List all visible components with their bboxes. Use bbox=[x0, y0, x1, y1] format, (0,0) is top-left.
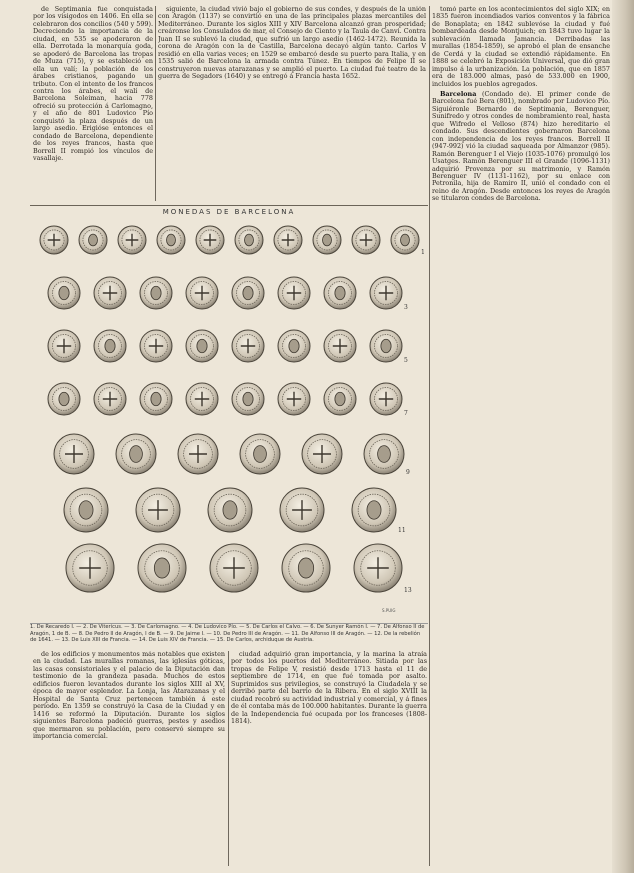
text-column-left-top bbox=[33, 6, 153, 201]
entry-paragraph bbox=[432, 91, 610, 203]
coin bbox=[232, 330, 264, 362]
coin bbox=[140, 277, 172, 309]
coin bbox=[313, 226, 341, 254]
plate-caption: 1. De Recaredo I. — 2. De Vitericus. — 3. De Carlomagno. — 4. De Ludovico Pío. — 5. De Carlos el Calvo. — 6. De Sunyer Ramón I. — 7. De Alfonso II de Aragón, 1 de B. — 8. De Pedro II de Aragón, I de B. — 9. De Jaime I. — 10. De Pedro III de Aragón. — 11. De Alfonso III de Aragón. — 12. De la rebelión de 1641. — 13. De Luis XIII de Francia. — 14. De Luis XIV de Francia. — 15. De Carlos, archiduque de Austria. bbox=[30, 623, 428, 646]
coin bbox=[94, 330, 126, 362]
coin bbox=[196, 226, 224, 254]
coin bbox=[186, 330, 218, 362]
coin bbox=[370, 330, 402, 362]
paragraph: de Septimania fue conquistada por los visigodos en 1406. En ella se celebraron dos concilios (540 y 599). Decreciendo la importancia de la ciudad, en 535 se apoderaron de ella. Derrotada la monarquía goda, se apoderó de Barcelona las tropas de Muza (715), y se estableció en ella un valí; la población de los árabes cristianos, pagando un tributo. Con el intento de los francos contra los árabes, el walí de Barcelona Soleiman, hacia 778 ofreció su protección á Carlomagno, y el año de 801 Ludovico Pío conquistó la plaza después de un largo asedio. Erigióse entonces el condado de Barcelona, dependiente de los reyes francos, hasta que Borrell II rompió los vínculos de vasallaje. bbox=[33, 6, 153, 163]
coin bbox=[302, 434, 342, 474]
coin bbox=[79, 226, 107, 254]
coin bbox=[280, 488, 324, 532]
coin bbox=[352, 488, 396, 532]
coin bbox=[48, 330, 80, 362]
coin bbox=[94, 277, 126, 309]
coin bbox=[48, 383, 80, 415]
coin bbox=[66, 544, 114, 592]
coin-number: 3 bbox=[404, 304, 408, 311]
plate-title: MONEDAS DE BARCELONA bbox=[162, 208, 296, 216]
entry-body: El primer conde de Barcelona fué Bera (801), nombrado por Ludovico Pío. Siguiéronle Bernardo de Septimania, Berenguer, Sunifredo y otros condes de nombramiento real, hasta que Wifredo el Velloso (874) hizo hereditario el condado. Sus descendientes gobernaron Barcelona con independencia de los reyes francos. Borrell II (947-992) vió la ciudad saqueada por Almanzor (985). Ramón Berenguer I el Viejo (1035-1076) promulgó los Usatges. Ramón Berenguer III el Grande (1096-1131) adquirió Provenza por su matrimonio, y Ramón Berenguer IV (1131-1162), por su enlace con Petronila, hija de Ramiro II, unió el condado con el reino de Aragón. Desde entonces los reyes de Aragón se titularon condes de Barcelona. bbox=[432, 89, 610, 203]
coin bbox=[352, 226, 380, 254]
text-column-middle-bottom bbox=[231, 651, 427, 866]
coin bbox=[274, 226, 302, 254]
entry-heading: Barcelona bbox=[440, 89, 477, 98]
coin bbox=[370, 277, 402, 309]
coin-plate bbox=[30, 205, 428, 627]
coin bbox=[48, 277, 80, 309]
coin bbox=[278, 277, 310, 309]
coin bbox=[324, 277, 356, 309]
coin bbox=[278, 383, 310, 415]
coin bbox=[178, 434, 218, 474]
page-edge-shadow bbox=[612, 0, 634, 873]
coin bbox=[186, 277, 218, 309]
coin bbox=[282, 544, 330, 592]
coin bbox=[54, 434, 94, 474]
coin bbox=[140, 330, 172, 362]
coin-illustrations bbox=[30, 218, 428, 616]
coin-number: 5 bbox=[404, 357, 408, 364]
coin bbox=[232, 277, 264, 309]
coin-number: 13 bbox=[404, 587, 412, 594]
column-divider bbox=[429, 6, 430, 866]
coin bbox=[278, 330, 310, 362]
coin bbox=[324, 330, 356, 362]
coin bbox=[235, 226, 263, 254]
coin bbox=[364, 434, 404, 474]
coin bbox=[64, 488, 108, 532]
coin bbox=[391, 226, 419, 254]
coin bbox=[94, 383, 126, 415]
coin bbox=[136, 488, 180, 532]
coin bbox=[118, 226, 146, 254]
text-column-left-bottom bbox=[33, 651, 225, 866]
coin bbox=[370, 383, 402, 415]
paragraph: siguiente, la ciudad vivió bajo el gobierno de sus condes, y después de la unión con Aragón (1137) se convirtió en una de las principales plazas mercantiles del Mediterráneo. Durante los siglos XIII y XIV Barcelona alcanzó gran prosperidad; creáronse los Consulados de mar, el Consejo de Ciento y la Taula de Canvi. Contra Juan II se sublevó la ciudad, que sufrió un largo asedio (1462-1472). Reunida la corona de Aragón con la de Castilla, Barcelona decayó algún tanto. Carlos V residió en ella varias veces; en 1529 se embarcó desde su puerto para Italia, y en 1535 salió de Barcelona la armada contra Túnez. En tiempos de Felipe II se construyeron nuevas atarazanas y se amplió el puerto. La ciudad fué teatro de la guerra de Segadors (1640) y se entregó á Francia hasta 1652. bbox=[158, 6, 426, 81]
text-column-right bbox=[432, 6, 610, 866]
coin bbox=[210, 544, 258, 592]
coin bbox=[324, 383, 356, 415]
coin bbox=[354, 544, 402, 592]
coin bbox=[157, 226, 185, 254]
coin bbox=[240, 434, 280, 474]
text-column-middle-top bbox=[158, 6, 426, 201]
coin bbox=[116, 434, 156, 474]
coin-number: 9 bbox=[406, 469, 410, 476]
entry-tag: (Condado de). bbox=[482, 89, 532, 98]
coin bbox=[140, 383, 172, 415]
coin bbox=[186, 383, 218, 415]
coin-number: 11 bbox=[398, 527, 406, 534]
coin bbox=[232, 383, 264, 415]
coin-number: 1 bbox=[421, 249, 425, 256]
paragraph: de los edificios y monumentos más notables que existen en la ciudad. Las murallas romanas, las iglesias góticas, las casas consistoriales y el palacio de la Diputación dan testimonio de la grandeza pasada. Muchos de estos edificios fueron levantados durante los siglos XIII al XV, época de mayor esplendor. La Lonja, las Atarazanas y el Hospital de Santa Cruz pertenecen también á este período. En 1359 se construyó la Casa de la Ciudad y en 1416 se reformó la Diputación. Durante los siglos siguientes Barcelona padeció guerras, pestes y asedios que mermaron su población, pero conservó siempre su importancia comercial. bbox=[33, 651, 225, 740]
coin bbox=[40, 226, 68, 254]
coin bbox=[208, 488, 252, 532]
engraver-signature: S.PUIG bbox=[382, 608, 396, 613]
paragraph: tomó parte en los acontecimientos del siglo XIX; en 1835 fueron incendiados varios conventos y la fábrica de Bonaplata; en 1842 sublevóse la ciudad y fué bombardeada desde Montjuich; en 1843 tuvo lugar la sublevación llamada Jamancia. Derribadas las murallas (1854-1859), se aprobó el plan de ensanche de Cerdá y la ciudad se extendió rápidamente. En 1888 se celebró la Exposición Universal, que dió gran impulso á la urbanización. La población, que en 1857 era de 183.000 almas, pasó de 533.000 en 1900, incluidos los pueblos agregados. bbox=[432, 6, 610, 88]
column-divider bbox=[155, 6, 156, 201]
column-divider bbox=[228, 651, 229, 866]
coin-number: 7 bbox=[404, 410, 408, 417]
coin bbox=[138, 544, 186, 592]
paragraph: ciudad adquirió gran importancia, y la marina la atraía por todos los puertos del Mediterráneo. Sitiada por las tropas de Felipe V, resistió desde 1713 hasta el 11 de septiembre de 1714, en que fué tomada por asalto. Suprimidos sus privilegios, se construyó la Ciudadela y se derribó parte del barrio de la Ribera. En el siglo XVIII la ciudad recobró su actividad industrial y comercial, y á fines de él contaba más de 100.000 habitantes. Durante la guerra de la Independencia fué ocupada por los franceses (1808-1814). bbox=[231, 651, 427, 726]
